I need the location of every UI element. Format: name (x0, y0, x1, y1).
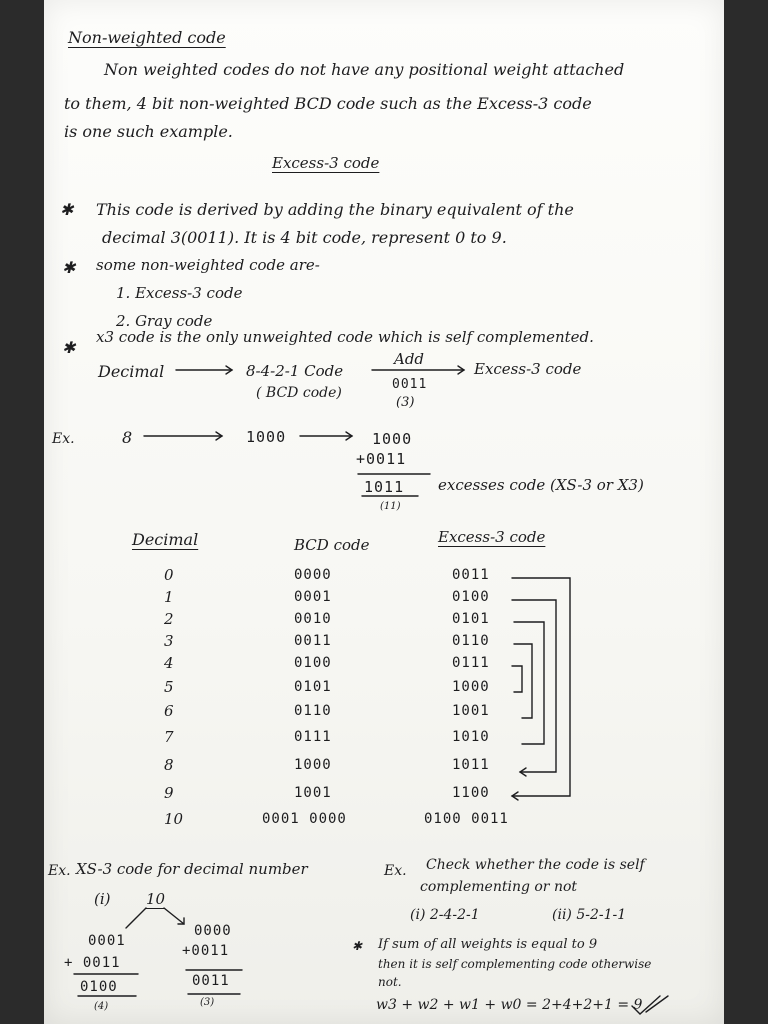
example-1-top: 1000 (372, 430, 413, 448)
table-row-3-excess3-cell: 0110 (452, 633, 490, 649)
table-header-excess3: Excess-3 code (438, 528, 546, 546)
table-row-10-bcd-cell: 0001 0000 (262, 811, 347, 827)
table-row-2-bcd-cell: 0010 (294, 611, 332, 627)
table-header-bcd: BCD code (294, 536, 370, 554)
star-bullet-icon: ✱ (62, 258, 76, 277)
table-row-7-excess3-cell: 1010 (452, 729, 490, 745)
table-row-1-excess3-cell: 0100 (452, 589, 490, 605)
example-2-left-result: 0100 (80, 979, 118, 995)
example-1-bcd: 1000 (246, 428, 287, 446)
table-row-0-decimal-cell: 0 (164, 566, 174, 584)
table-row-6-excess3-cell: 1001 (452, 703, 490, 719)
flow-decimal: Decimal (98, 362, 165, 381)
table-row-10-excess3-cell: 0100 0011 (424, 811, 509, 827)
table-row-9-excess3-cell: 1100 (452, 785, 490, 801)
example-1-caption: excesses code (XS-3 or X3) (438, 476, 644, 494)
section-title: Excess-3 code (272, 154, 380, 172)
table-row-4-decimal-cell: 4 (164, 654, 174, 672)
intro-line-1: Non weighted codes do not have any positional weight attached (104, 60, 625, 79)
example-1-label: Ex. (52, 431, 75, 447)
example-2-right-top: 0000 (194, 923, 232, 939)
example-2-right-note: (3) (200, 997, 215, 1008)
table-row-5-bcd-cell: 0101 (294, 679, 332, 695)
example-1-result-note: (11) (380, 501, 401, 512)
example-3-rule-3: not. (378, 975, 402, 989)
table-row-6-bcd-cell: 0110 (294, 703, 332, 719)
example-3-option-1: (i) 2-4-2-1 (410, 907, 480, 923)
table-row-2-excess3-cell: 0101 (452, 611, 490, 627)
star-bullet-icon: ✱ (62, 338, 76, 357)
bullet-1-line-2: decimal 3(0011). It is 4 bit code, represent 0 to 9. (102, 228, 507, 247)
table-row-8-bcd-cell: 1000 (294, 757, 332, 773)
example-2-label: Ex. (48, 863, 71, 879)
flow-bcd-note: ( BCD code) (256, 385, 342, 401)
example-2-left-top: 0001 (88, 933, 126, 949)
example-2-left-note: (4) (94, 1001, 109, 1012)
table-row-4-bcd-cell: 0100 (294, 655, 332, 671)
example-3-line-1: Check whether the code is self (426, 857, 645, 873)
table-row-9-decimal-cell: 9 (164, 784, 174, 802)
table-row-3-decimal-cell: 3 (164, 632, 174, 650)
example-1-result: 1011 (364, 478, 405, 496)
example-3-line-2: complementing or not (420, 879, 578, 895)
star-bullet-icon: ✱ (352, 939, 363, 953)
table-row-5-excess3-cell: 1000 (452, 679, 490, 695)
flow-add-value: 0011 (392, 377, 428, 392)
example-1-digit: 8 (122, 428, 133, 447)
intro-line-2: to them, 4 bit non-weighted BCD code such as the Excess-3 code (64, 94, 592, 113)
example-1-plus: +0011 (356, 450, 407, 468)
table-row-10-decimal-cell: 10 (164, 810, 184, 828)
example-3-rule-2: then it is self complementing code otherwise (378, 957, 652, 971)
table-row-1-bcd-cell: 0001 (294, 589, 332, 605)
table-row-0-bcd-cell: 0000 (294, 567, 332, 583)
table-header-decimal: Decimal (132, 530, 199, 549)
table-row-2-decimal-cell: 2 (164, 610, 174, 628)
example-2-right-plus: +0011 (182, 943, 230, 959)
table-row-4-excess3-cell: 0111 (452, 655, 490, 671)
example-2-part: (i) (94, 890, 111, 908)
flow-add: Add (394, 350, 425, 368)
table-row-8-excess3-cell: 1011 (452, 757, 490, 773)
table-row-3-bcd-cell: 0011 (294, 633, 332, 649)
bullet-2: some non-weighted code are- (96, 256, 320, 274)
flow-add-note: (3) (396, 395, 415, 410)
table-row-8-decimal-cell: 8 (164, 756, 174, 774)
intro-line-3: is one such example. (64, 122, 233, 141)
table-row-7-bcd-cell: 0111 (294, 729, 332, 745)
example-2-left-plus: + 0011 (64, 955, 121, 971)
table-row-6-decimal-cell: 6 (164, 702, 174, 720)
table-row-1-decimal-cell: 1 (164, 588, 174, 606)
example-3-label: Ex. (384, 863, 407, 879)
table-row-9-bcd-cell: 1001 (294, 785, 332, 801)
table-row-5-decimal-cell: 5 (164, 678, 174, 696)
bullet-2-item-2: 2. Gray code (116, 312, 213, 330)
example-3-option-2: (ii) 5-2-1-1 (552, 907, 627, 923)
example-3-formula: w3 + w2 + w1 + w0 = 2+4+2+1 = 9 (376, 997, 643, 1013)
example-2-number: 10 (146, 890, 166, 908)
bullet-3: x3 code is the only unweighted code which is self complemented. (96, 328, 594, 346)
example-2-right-result: 0011 (192, 973, 230, 989)
example-2-question: XS-3 code for decimal number (76, 860, 308, 878)
table-row-7-decimal-cell: 7 (164, 728, 174, 746)
bullet-2-item-1: 1. Excess-3 code (116, 284, 243, 302)
bullet-1-line-1: This code is derived by adding the binary equivalent of the (96, 200, 574, 219)
flow-excess: Excess-3 code (474, 360, 582, 378)
flow-bcd: 8-4-2-1 Code (246, 362, 344, 380)
table-row-0-excess3-cell: 0011 (452, 567, 490, 583)
page-title: Non-weighted code (68, 28, 226, 47)
example-3-rule-1: If sum of all weights is equal to 9 (378, 937, 598, 952)
star-bullet-icon: ✱ (60, 200, 74, 219)
